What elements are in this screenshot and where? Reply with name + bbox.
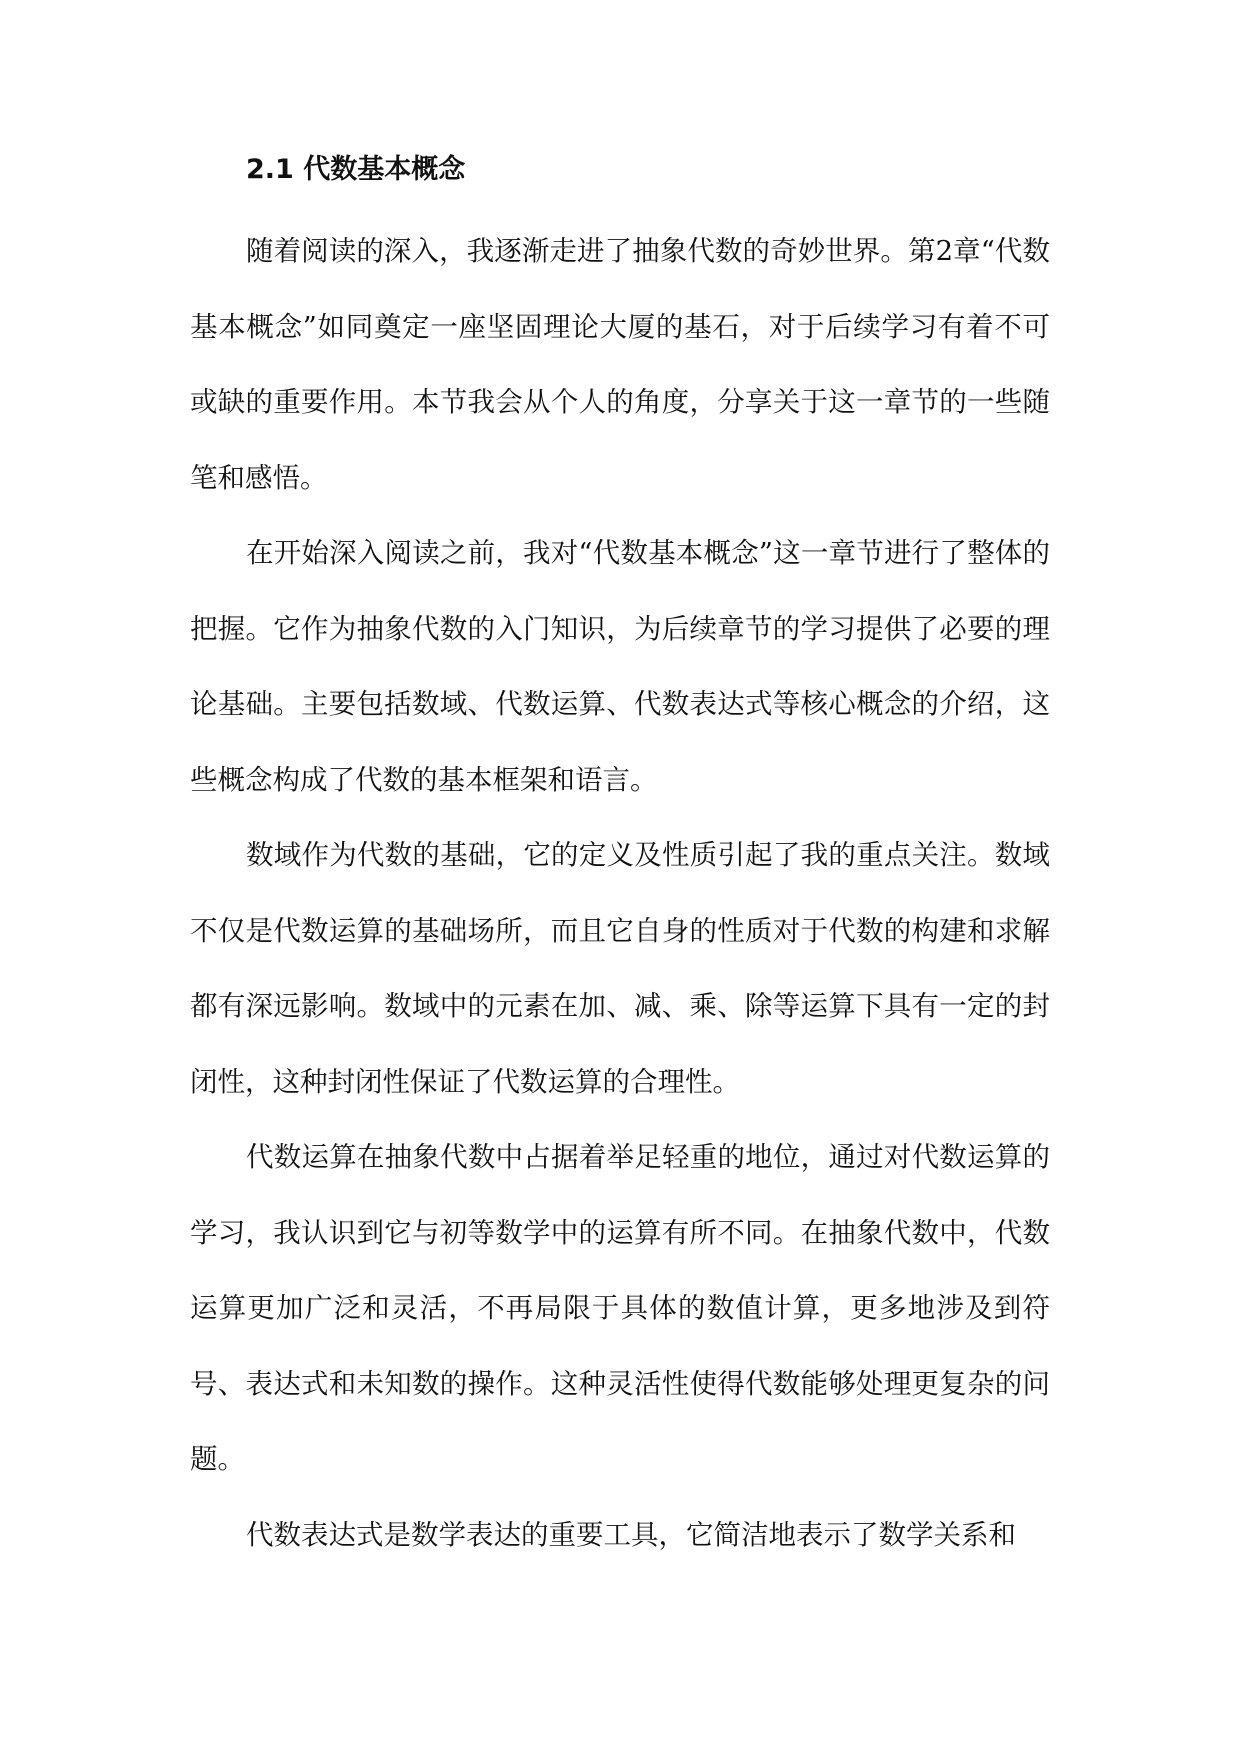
paragraph-4: 代数运算在抽象代数中占据着举足轻重的地位，通过对代数运算的学习，我认识到它与初等数学中的运算有所不同。在抽象代数中，代数运算更加广泛和灵活，不再局限于具体的数值计算，更多地涉及到符号、表达式和未知数的操作。这种灵活性使得代数能够处理更复杂的问题。 <box>190 1141 1050 1475</box>
paragraph-3: 数域作为代数的基础，它的定义及性质引起了我的重点关注。数域不仅是代数运算的基础场所，而且它自身的性质对于代数的构建和求解都有深远影响。数域中的元素在加、减、乘、除等运算下具有一定的封闭性，这种封闭性保证了代数运算的合理性。 <box>190 839 1050 1098</box>
paragraph-2: 在开始深入阅读之前，我对“代数基本概念”这一章节进行了整体的把握。它作为抽象代数的入门知识，为后续章节的学习提供了必要的理论基础。主要包括数域、代数运算、代数表达式等核心概念的介绍，这些概念构成了代数的基本框架和语言。 <box>190 537 1050 796</box>
section-heading: 2.1 代数基本概念 <box>246 154 466 185</box>
paragraph-5: 代数表达式是数学表达的重要工具，它简洁地表示了数学关系和 <box>246 1518 1016 1551</box>
paragraph-1: 随着阅读的深入，我逐渐走进了抽象代数的奇妙世界。第2章“代数基本概念”如同奠定一座坚固理论大厦的基石，对于后续学习有着不可或缺的重要作用。本节我会从个人的角度，分享关于这一章节的一些随笔和感悟。 <box>190 235 1050 494</box>
document-body <box>190 140 1050 1573</box>
